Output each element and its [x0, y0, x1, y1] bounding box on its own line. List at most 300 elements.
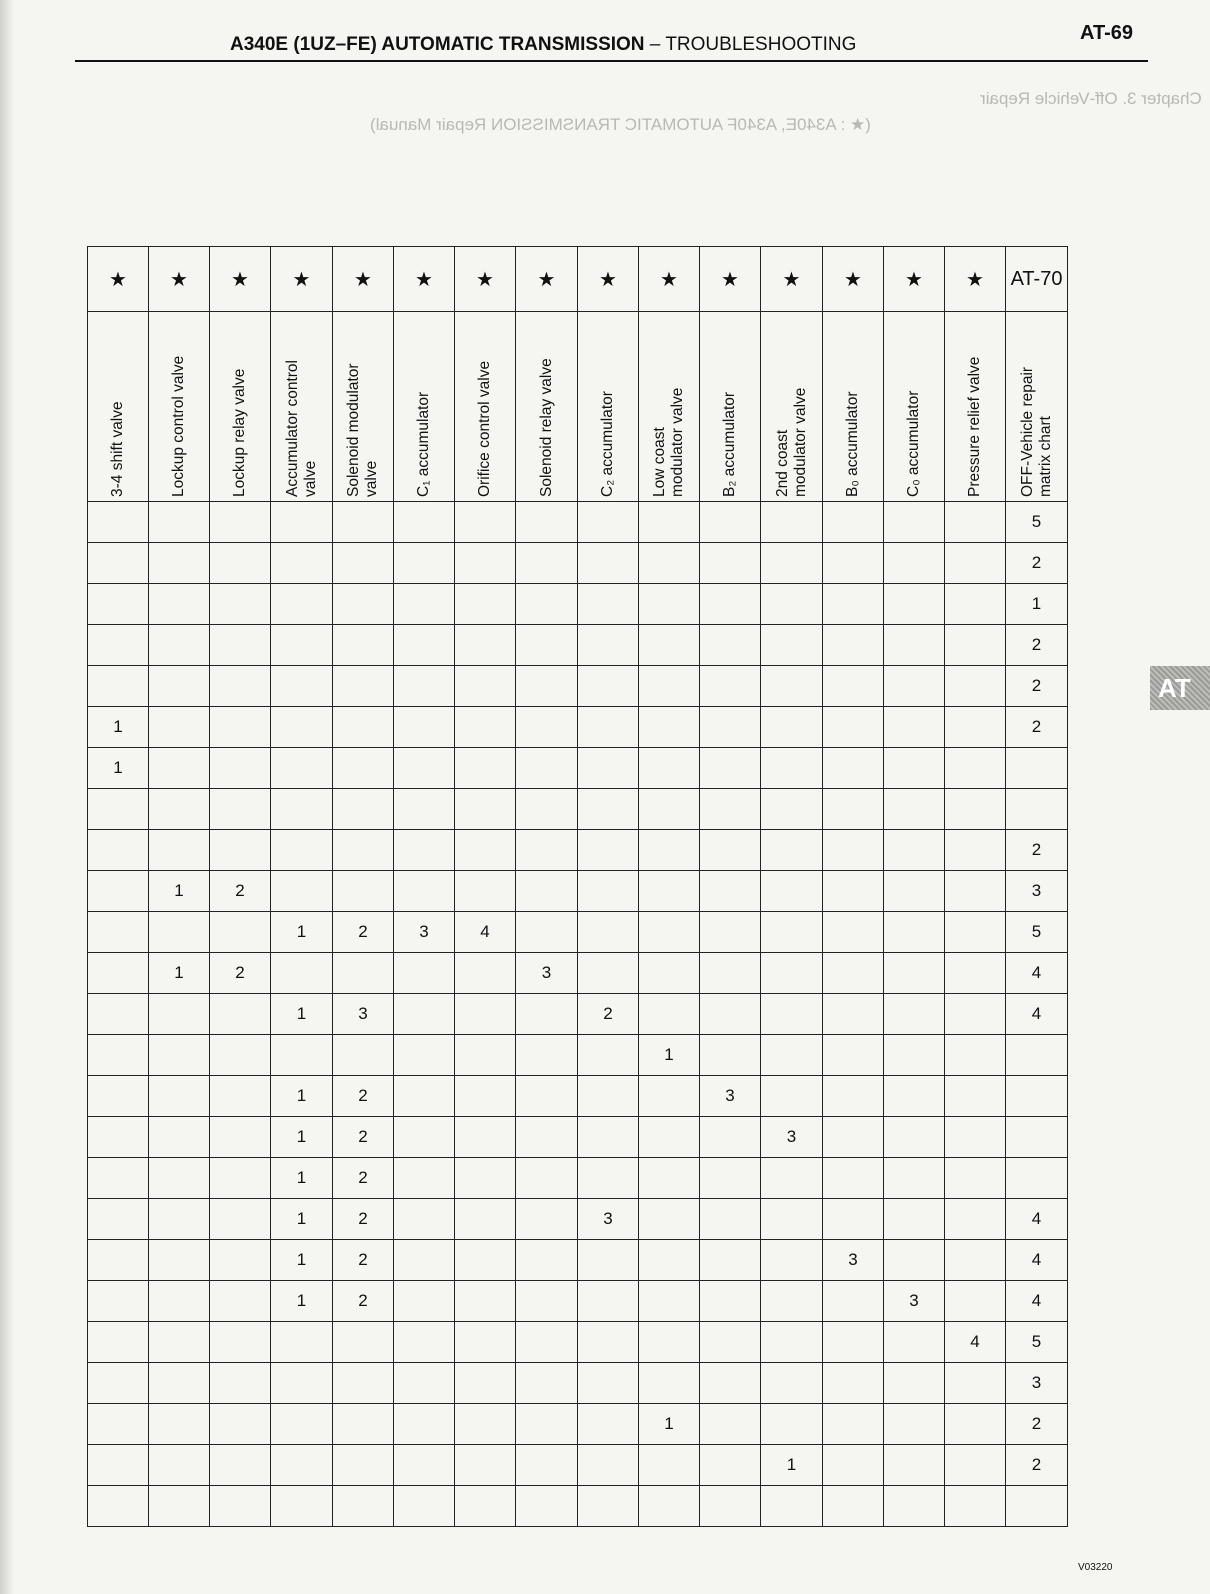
priority-cell	[271, 625, 333, 666]
priority-cell	[639, 789, 700, 830]
priority-cell	[271, 871, 333, 912]
priority-cell	[700, 1404, 761, 1445]
priority-cell	[578, 543, 639, 584]
priority-cell	[88, 1199, 149, 1240]
priority-cell	[700, 1035, 761, 1076]
priority-cell	[88, 1445, 149, 1486]
column-header-label: Solenoid relay valve	[537, 357, 555, 497]
priority-cell	[884, 1035, 945, 1076]
priority-cell	[333, 1486, 394, 1527]
priority-cell	[210, 1240, 271, 1281]
priority-cell	[88, 1158, 149, 1199]
priority-cell	[639, 1486, 700, 1527]
priority-cell	[700, 1240, 761, 1281]
priority-cell	[639, 1076, 700, 1117]
table-row	[88, 1158, 1068, 1199]
column-header	[455, 312, 516, 502]
priority-cell	[210, 912, 271, 953]
priority-cell	[700, 830, 761, 871]
priority-cell: 1	[88, 748, 149, 789]
priority-cell	[639, 543, 700, 584]
priority-cell: 2	[333, 1076, 394, 1117]
troubleshooting-matrix	[87, 246, 1068, 1527]
priority-cell	[394, 994, 455, 1035]
priority-cell	[578, 1486, 639, 1527]
priority-cell	[578, 830, 639, 871]
priority-cell	[88, 666, 149, 707]
priority-cell	[210, 502, 271, 543]
priority-cell	[516, 789, 578, 830]
priority-cell	[700, 543, 761, 584]
priority-cell	[945, 1035, 1006, 1076]
priority-cell	[455, 584, 516, 625]
priority-cell	[700, 1158, 761, 1199]
priority-cell	[210, 1445, 271, 1486]
priority-cell: 3	[1006, 871, 1068, 912]
priority-cell	[761, 1158, 823, 1199]
priority-cell	[333, 953, 394, 994]
priority-cell: 2	[333, 1199, 394, 1240]
table-row	[88, 1240, 1068, 1281]
priority-cell	[333, 625, 394, 666]
priority-cell	[945, 543, 1006, 584]
column-header-label: Lockup control valve	[170, 355, 187, 497]
priority-cell	[884, 666, 945, 707]
priority-cell	[271, 953, 333, 994]
priority-cell	[884, 1445, 945, 1486]
priority-cell: 1	[639, 1035, 700, 1076]
priority-cell	[823, 1158, 884, 1199]
priority-cell	[884, 871, 945, 912]
title-main: A340E (1UZ–FE) AUTOMATIC TRANSMISSION	[230, 34, 645, 55]
priority-cell	[455, 502, 516, 543]
star-reference-cell: ★	[823, 247, 884, 312]
priority-cell	[210, 666, 271, 707]
priority-cell	[88, 912, 149, 953]
priority-cell	[761, 789, 823, 830]
priority-cell	[455, 1281, 516, 1322]
priority-cell	[88, 1322, 149, 1363]
priority-cell	[639, 748, 700, 789]
priority-cell	[639, 1240, 700, 1281]
priority-cell: 4	[1006, 1281, 1068, 1322]
priority-cell	[149, 502, 210, 543]
table-row	[88, 1404, 1068, 1445]
column-header	[88, 312, 149, 502]
priority-cell	[884, 1363, 945, 1404]
priority-cell	[516, 1035, 578, 1076]
priority-cell	[455, 666, 516, 707]
priority-cell	[945, 625, 1006, 666]
priority-cell	[700, 707, 761, 748]
priority-cell	[578, 707, 639, 748]
priority-cell	[516, 625, 578, 666]
priority-cell	[639, 912, 700, 953]
priority-cell	[88, 1404, 149, 1445]
priority-cell	[823, 1363, 884, 1404]
priority-cell: 2	[333, 1240, 394, 1281]
priority-cell	[394, 1363, 455, 1404]
priority-cell	[761, 1486, 823, 1527]
column-header-label: C₂ accumulator	[599, 390, 616, 497]
priority-cell	[823, 584, 884, 625]
priority-cell: 4	[1006, 1199, 1068, 1240]
priority-cell	[823, 1199, 884, 1240]
star-reference-cell: ★	[761, 247, 823, 312]
priority-cell	[945, 1363, 1006, 1404]
priority-cell	[88, 1117, 149, 1158]
priority-cell: 4	[1006, 994, 1068, 1035]
page-title	[230, 34, 856, 56]
star-reference-cell: ★	[700, 247, 761, 312]
priority-cell	[884, 789, 945, 830]
priority-cell	[394, 1076, 455, 1117]
priority-cell	[884, 502, 945, 543]
priority-cell: 3	[700, 1076, 761, 1117]
priority-cell	[639, 830, 700, 871]
priority-cell	[394, 1158, 455, 1199]
column-header-label: Pressure relief valve	[966, 356, 983, 497]
priority-cell	[271, 666, 333, 707]
priority-cell	[823, 707, 884, 748]
priority-cell	[945, 789, 1006, 830]
priority-cell: 1	[149, 953, 210, 994]
priority-cell	[823, 871, 884, 912]
priority-cell	[823, 543, 884, 584]
priority-cell	[823, 625, 884, 666]
priority-cell	[333, 1404, 394, 1445]
priority-cell	[945, 1199, 1006, 1240]
priority-cell	[88, 1035, 149, 1076]
priority-cell	[761, 994, 823, 1035]
priority-cell	[1006, 789, 1068, 830]
priority-cell: 3	[823, 1240, 884, 1281]
priority-cell	[578, 1076, 639, 1117]
priority-cell: 2	[333, 1281, 394, 1322]
priority-cell	[761, 830, 823, 871]
priority-cell	[333, 748, 394, 789]
priority-cell: 2	[1006, 666, 1068, 707]
priority-cell: 1	[271, 912, 333, 953]
priority-cell	[578, 1281, 639, 1322]
bleed-through-text-2: (★ : A340E, A340F AUTOMATIC TRANSMISSION Repair Manual)	[370, 115, 871, 134]
priority-cell	[271, 1445, 333, 1486]
priority-cell	[455, 1199, 516, 1240]
section-tab: AT	[1150, 666, 1210, 710]
priority-cell	[88, 584, 149, 625]
priority-cell	[149, 830, 210, 871]
priority-cell	[210, 1158, 271, 1199]
priority-cell: 4	[945, 1322, 1006, 1363]
priority-cell: 1	[639, 1404, 700, 1445]
priority-cell	[516, 543, 578, 584]
priority-cell: 3	[394, 912, 455, 953]
priority-cell	[88, 502, 149, 543]
priority-cell	[639, 1199, 700, 1240]
priority-cell	[945, 1076, 1006, 1117]
priority-cell	[823, 1035, 884, 1076]
star-reference-cell: ★	[639, 247, 700, 312]
priority-cell	[639, 994, 700, 1035]
priority-cell: 1	[149, 871, 210, 912]
priority-cell	[210, 994, 271, 1035]
priority-cell	[945, 707, 1006, 748]
column-header	[945, 312, 1006, 502]
priority-cell	[761, 912, 823, 953]
priority-cell	[394, 830, 455, 871]
priority-cell: 5	[1006, 502, 1068, 543]
priority-cell	[578, 1445, 639, 1486]
figure-code: V03220	[1078, 1562, 1113, 1573]
priority-cell	[823, 1486, 884, 1527]
priority-cell	[516, 1281, 578, 1322]
priority-cell	[210, 543, 271, 584]
column-header	[761, 312, 823, 502]
priority-cell	[1006, 1158, 1068, 1199]
priority-cell	[333, 502, 394, 543]
priority-cell	[516, 1199, 578, 1240]
priority-cell	[761, 748, 823, 789]
priority-cell: 1	[271, 1240, 333, 1281]
priority-cell	[639, 707, 700, 748]
priority-cell	[700, 1322, 761, 1363]
priority-cell	[149, 1240, 210, 1281]
priority-cell	[945, 912, 1006, 953]
priority-cell: 4	[455, 912, 516, 953]
priority-cell	[394, 748, 455, 789]
priority-cell	[394, 1117, 455, 1158]
table-row	[88, 830, 1068, 871]
table-row	[88, 625, 1068, 666]
priority-cell	[700, 748, 761, 789]
reference-row	[88, 247, 1068, 312]
priority-cell	[945, 666, 1006, 707]
priority-cell	[149, 666, 210, 707]
priority-cell	[945, 584, 1006, 625]
priority-cell	[455, 1486, 516, 1527]
priority-cell	[210, 748, 271, 789]
priority-cell	[149, 1486, 210, 1527]
priority-cell	[333, 707, 394, 748]
column-header	[149, 312, 210, 502]
priority-cell	[455, 830, 516, 871]
priority-cell	[455, 1240, 516, 1281]
priority-cell	[884, 707, 945, 748]
priority-cell	[700, 1117, 761, 1158]
priority-cell	[88, 1363, 149, 1404]
priority-cell	[516, 994, 578, 1035]
priority-cell	[823, 748, 884, 789]
bleed-through-text-1: Chapter 3. Off-Vehicle Repair	[980, 89, 1202, 108]
priority-cell	[700, 953, 761, 994]
title-dash: –	[644, 34, 666, 55]
table-row	[88, 871, 1068, 912]
priority-cell	[210, 1035, 271, 1076]
priority-cell	[639, 666, 700, 707]
priority-cell	[578, 748, 639, 789]
priority-cell	[149, 1158, 210, 1199]
priority-cell	[516, 1486, 578, 1527]
priority-cell	[394, 1322, 455, 1363]
priority-cell	[271, 830, 333, 871]
column-header	[884, 312, 945, 502]
priority-cell	[761, 543, 823, 584]
priority-cell	[945, 1240, 1006, 1281]
priority-cell	[455, 1158, 516, 1199]
priority-cell	[945, 748, 1006, 789]
priority-cell	[333, 789, 394, 830]
priority-cell: 2	[1006, 1404, 1068, 1445]
priority-cell	[516, 748, 578, 789]
column-header-label: Lockup relay valve	[231, 368, 248, 497]
priority-cell	[394, 543, 455, 584]
priority-cell	[823, 830, 884, 871]
table-row	[88, 1117, 1068, 1158]
title-section: TROUBLESHOOTING	[665, 34, 857, 55]
table-row	[88, 1363, 1068, 1404]
reference-page-cell: AT-70	[1006, 247, 1068, 312]
priority-cell	[945, 1117, 1006, 1158]
priority-cell	[394, 1240, 455, 1281]
priority-cell	[394, 666, 455, 707]
priority-cell	[516, 871, 578, 912]
priority-cell	[394, 584, 455, 625]
priority-cell	[639, 1363, 700, 1404]
priority-cell	[88, 789, 149, 830]
priority-cell	[700, 1281, 761, 1322]
priority-cell	[271, 748, 333, 789]
priority-cell	[945, 1281, 1006, 1322]
priority-cell	[455, 994, 516, 1035]
priority-cell	[455, 1322, 516, 1363]
priority-cell	[700, 1363, 761, 1404]
star-reference-cell: ★	[394, 247, 455, 312]
priority-cell	[210, 1117, 271, 1158]
priority-cell	[1006, 1035, 1068, 1076]
binding-shadow	[0, 0, 14, 1594]
priority-cell	[210, 1322, 271, 1363]
priority-cell	[88, 830, 149, 871]
table-row	[88, 1035, 1068, 1076]
priority-cell	[394, 1404, 455, 1445]
priority-cell: 1	[271, 1117, 333, 1158]
priority-cell	[1006, 1486, 1068, 1527]
column-header-label: Orifice control valve	[476, 360, 493, 497]
column-header-label: Accumulator control valve	[283, 359, 319, 497]
priority-cell	[700, 912, 761, 953]
priority-cell	[761, 1199, 823, 1240]
priority-cell	[149, 912, 210, 953]
priority-cell	[271, 543, 333, 584]
table-row	[88, 666, 1068, 707]
priority-cell	[945, 502, 1006, 543]
column-header-label: OFF-Vehicle repair matrix chart	[1018, 366, 1054, 497]
table-row	[88, 1445, 1068, 1486]
priority-cell	[88, 994, 149, 1035]
priority-cell	[333, 666, 394, 707]
priority-cell	[945, 994, 1006, 1035]
priority-cell: 1	[271, 994, 333, 1035]
priority-cell	[578, 1404, 639, 1445]
priority-cell	[394, 953, 455, 994]
priority-cell	[455, 625, 516, 666]
priority-cell	[149, 1445, 210, 1486]
priority-cell	[210, 625, 271, 666]
priority-cell: 3	[516, 953, 578, 994]
priority-cell	[639, 625, 700, 666]
priority-cell	[884, 584, 945, 625]
priority-cell	[578, 625, 639, 666]
priority-cell	[333, 1322, 394, 1363]
priority-cell	[149, 748, 210, 789]
priority-cell	[88, 1076, 149, 1117]
priority-cell: 2	[210, 953, 271, 994]
priority-cell	[884, 1076, 945, 1117]
priority-cell	[394, 707, 455, 748]
star-reference-cell: ★	[884, 247, 945, 312]
priority-cell: 2	[1006, 830, 1068, 871]
table-row	[88, 1199, 1068, 1240]
priority-cell	[516, 666, 578, 707]
priority-cell	[88, 1486, 149, 1527]
priority-cell	[210, 1404, 271, 1445]
priority-cell: 2	[578, 994, 639, 1035]
priority-cell	[884, 748, 945, 789]
priority-cell	[333, 1445, 394, 1486]
priority-cell	[884, 1199, 945, 1240]
priority-cell	[455, 1076, 516, 1117]
table-row	[88, 748, 1068, 789]
priority-cell	[88, 1240, 149, 1281]
priority-cell	[823, 953, 884, 994]
column-header	[210, 312, 271, 502]
priority-cell	[333, 1363, 394, 1404]
column-header	[1006, 312, 1068, 502]
priority-cell	[271, 584, 333, 625]
priority-cell	[578, 1363, 639, 1404]
priority-cell	[761, 953, 823, 994]
priority-cell	[578, 871, 639, 912]
priority-cell: 1	[271, 1076, 333, 1117]
priority-cell	[333, 830, 394, 871]
priority-cell: 2	[333, 1158, 394, 1199]
priority-cell	[455, 1404, 516, 1445]
priority-cell	[271, 1486, 333, 1527]
priority-cell	[88, 871, 149, 912]
priority-cell	[945, 953, 1006, 994]
table-row	[88, 1486, 1068, 1527]
priority-cell	[149, 707, 210, 748]
priority-cell: 4	[1006, 953, 1068, 994]
priority-cell	[823, 789, 884, 830]
priority-cell: 1	[1006, 584, 1068, 625]
priority-cell	[884, 912, 945, 953]
priority-cell	[394, 789, 455, 830]
priority-cell	[945, 871, 1006, 912]
priority-cell	[823, 1076, 884, 1117]
priority-cell	[639, 953, 700, 994]
priority-cell	[516, 584, 578, 625]
priority-cell	[210, 707, 271, 748]
priority-cell	[945, 830, 1006, 871]
priority-cell	[88, 543, 149, 584]
priority-cell	[455, 1035, 516, 1076]
priority-cell	[516, 1240, 578, 1281]
priority-cell	[210, 1363, 271, 1404]
priority-cell	[516, 1117, 578, 1158]
priority-cell	[884, 625, 945, 666]
priority-cell	[761, 502, 823, 543]
